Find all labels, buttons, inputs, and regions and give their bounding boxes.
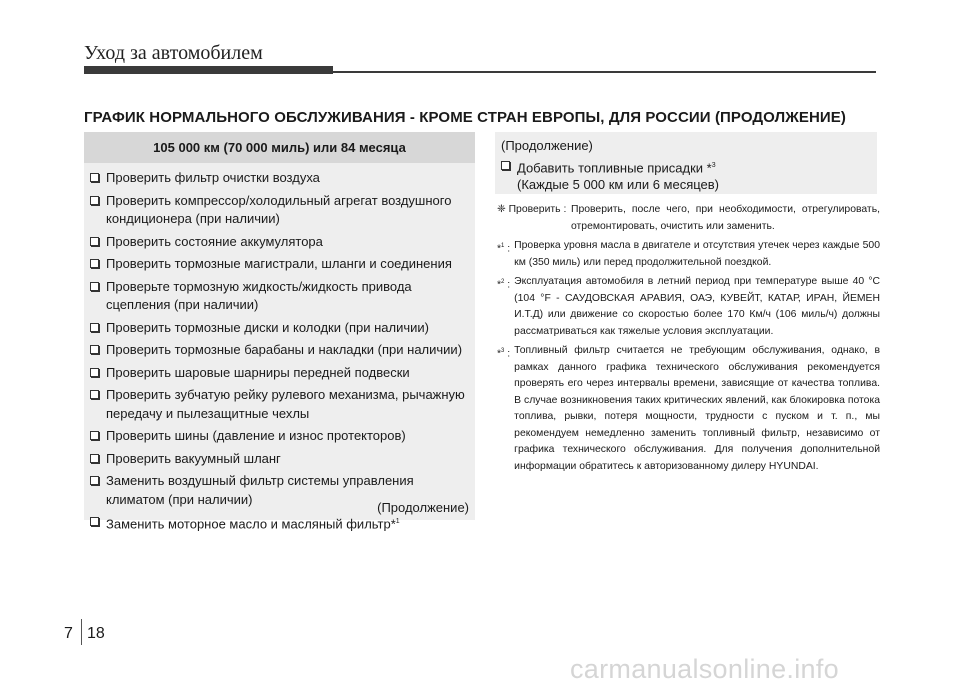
footnote — [497, 238, 880, 271]
footnote-marker — [497, 238, 514, 271]
list-item-text: Проверить фильтр очистки воздуха — [106, 170, 320, 185]
list-item — [90, 450, 471, 469]
page-number: 18 — [87, 625, 105, 642]
checkbox-icon — [90, 196, 99, 205]
list-item — [495, 157, 877, 193]
list-item — [90, 364, 471, 383]
footnote-colon: : — [507, 243, 511, 255]
list-item — [90, 233, 471, 252]
list-item — [90, 427, 471, 446]
list-item-text: Проверьте тормозную жидкость/жидкость привода сцепления (при наличии) — [106, 278, 412, 312]
list-item-text: Добавить топливные присадки * — [517, 160, 712, 176]
list-item-text: Проверить состояние аккумулятора — [106, 233, 323, 249]
checkbox-icon — [90, 390, 99, 399]
footnote-text: Проверка уровня масла в двигателе и отсутствия утечек через каждые 500 км (350 миль) или перед продолжительной поездкой. — [514, 240, 880, 268]
footnote-marker — [497, 343, 514, 475]
footnote-colon: : — [507, 348, 511, 360]
list-item — [90, 255, 471, 274]
list-item — [90, 386, 471, 423]
footnote-number: 2 — [501, 279, 505, 285]
checkbox-icon — [90, 282, 99, 291]
footnote-marker — [497, 274, 514, 340]
chapter-number: 7 — [64, 625, 73, 642]
page-number-divider — [81, 619, 82, 645]
checkbox-icon — [90, 259, 99, 268]
page-title: ГРАФИК НОРМАЛЬНОГО ОБСЛУЖИВАНИЯ - КРОМЕ СТРАН ЕВРОПЫ, ДЛЯ РОССИИ (ПРОДОЛЖЕНИЕ) — [84, 109, 846, 126]
list-item-text-main: Заменить моторное масло и масляный фильтр* — [106, 516, 396, 532]
footnote — [497, 343, 880, 475]
checkbox-icon — [90, 323, 99, 332]
footnote — [497, 274, 880, 340]
footnote-number: 3 — [501, 348, 505, 354]
list-item — [90, 513, 471, 534]
list-item-subtext: (Каждые 5 000 км или 6 месяцев) — [517, 177, 720, 193]
list-item-text: Проверить компрессор/холодильный агрегат воздушного кондиционера (при наличии) — [106, 192, 452, 226]
list-item-text: Проверить шаровые шарниры передней подвески — [106, 364, 410, 380]
footnote-number: 1 — [501, 243, 505, 249]
list-item-text: Заменить воздушный фильтр системы управления климатом (при наличии) — [106, 473, 414, 507]
checkbox-icon — [90, 345, 99, 354]
list-item-text — [106, 513, 471, 534]
checkbox-icon — [90, 476, 99, 485]
checkbox-icon — [90, 517, 99, 526]
footnote-star: * — [497, 243, 502, 255]
footnote-text: Эксплуатация автомобиля в летний период при температуре выше 40 °C (104 °F - САУДОВСКАЯ АРАВИЯ, ОАЭ, КУВЕЙТ, КАТАР, ИРАН, ЙЕМЕН И.Т.Д) или движение со скоростью более 170 Км/ч (106 миль/ч) должны рассматриваться как тяжелые условия эксплуатации. — [514, 276, 880, 337]
continued-label: (Продолжение) — [501, 138, 593, 153]
checkbox-icon — [90, 173, 99, 182]
list-item-text: Проверить шины (давление и износ протекторов) — [106, 428, 406, 443]
maintenance-panel-continued — [495, 132, 877, 194]
checkbox-icon — [90, 237, 99, 246]
list-item — [90, 192, 471, 229]
checkbox-icon — [90, 368, 99, 377]
list-item-text: Проверить тормозные барабаны и накладки (при наличии) — [106, 342, 463, 357]
list-item-text: Проверить вакуумный шланг — [106, 450, 281, 466]
section-title: Уход за автомобилем — [84, 42, 263, 64]
panel-heading: 105 000 км (70 000 миль) или 84 месяца — [84, 132, 475, 163]
footnote-text: Проверить, после чего, при необходимости, отрегулировать, отремонтировать, очистить или заменить. — [571, 204, 880, 232]
footnote-star: * — [497, 279, 502, 291]
header-accent-bar — [84, 66, 333, 74]
footnotes — [497, 202, 880, 478]
footnote-text: Топливный фильтр считается не требующим обслуживания, однако, в рамках данного графика технического обслуживания рекомендуется проверять его через интервалы времени, зависящие от качества топлива. В случае возникновения таких критических явлений, как блокировка потока топлива, рывки, потеря мощности, трудности с пуском и т. п., мы рекомендуем немедленно заменить топливный фильтр, независимо от графика технического обслуживания. Для получения дополнительной информации обратитесь к авторизованному дилеру HYUNDAI. — [514, 345, 880, 472]
footnote-marker: ❈ Проверить : — [497, 204, 567, 215]
list-item — [90, 169, 471, 188]
watermark: carmanualsonline.info — [570, 654, 839, 684]
maintenance-panel-105000 — [84, 132, 475, 532]
list-item — [90, 319, 471, 338]
checkbox-icon — [90, 454, 99, 463]
continued-label: (Продолжение) — [377, 500, 469, 515]
header-rule — [333, 71, 876, 73]
footnote-colon: : — [507, 279, 511, 291]
checkbox-icon — [501, 161, 510, 170]
list-item — [90, 278, 471, 315]
maintenance-list — [84, 163, 475, 534]
list-item-text: Проверить тормозные диски и колодки (при наличии) — [106, 319, 429, 335]
list-item — [90, 341, 471, 360]
list-item-text: Проверить зубчатую рейку рулевого механизма, рычажную передачу и пылезащитные чехлы — [106, 387, 465, 421]
footnote — [497, 202, 880, 235]
list-item-text: Проверить тормозные магистрали, шланги и соединения — [106, 256, 452, 271]
footnote-ref: 3 — [711, 162, 716, 169]
footnote-star: * — [497, 348, 502, 360]
checkbox-icon — [90, 431, 99, 440]
footnote-ref: 1 — [395, 518, 400, 525]
